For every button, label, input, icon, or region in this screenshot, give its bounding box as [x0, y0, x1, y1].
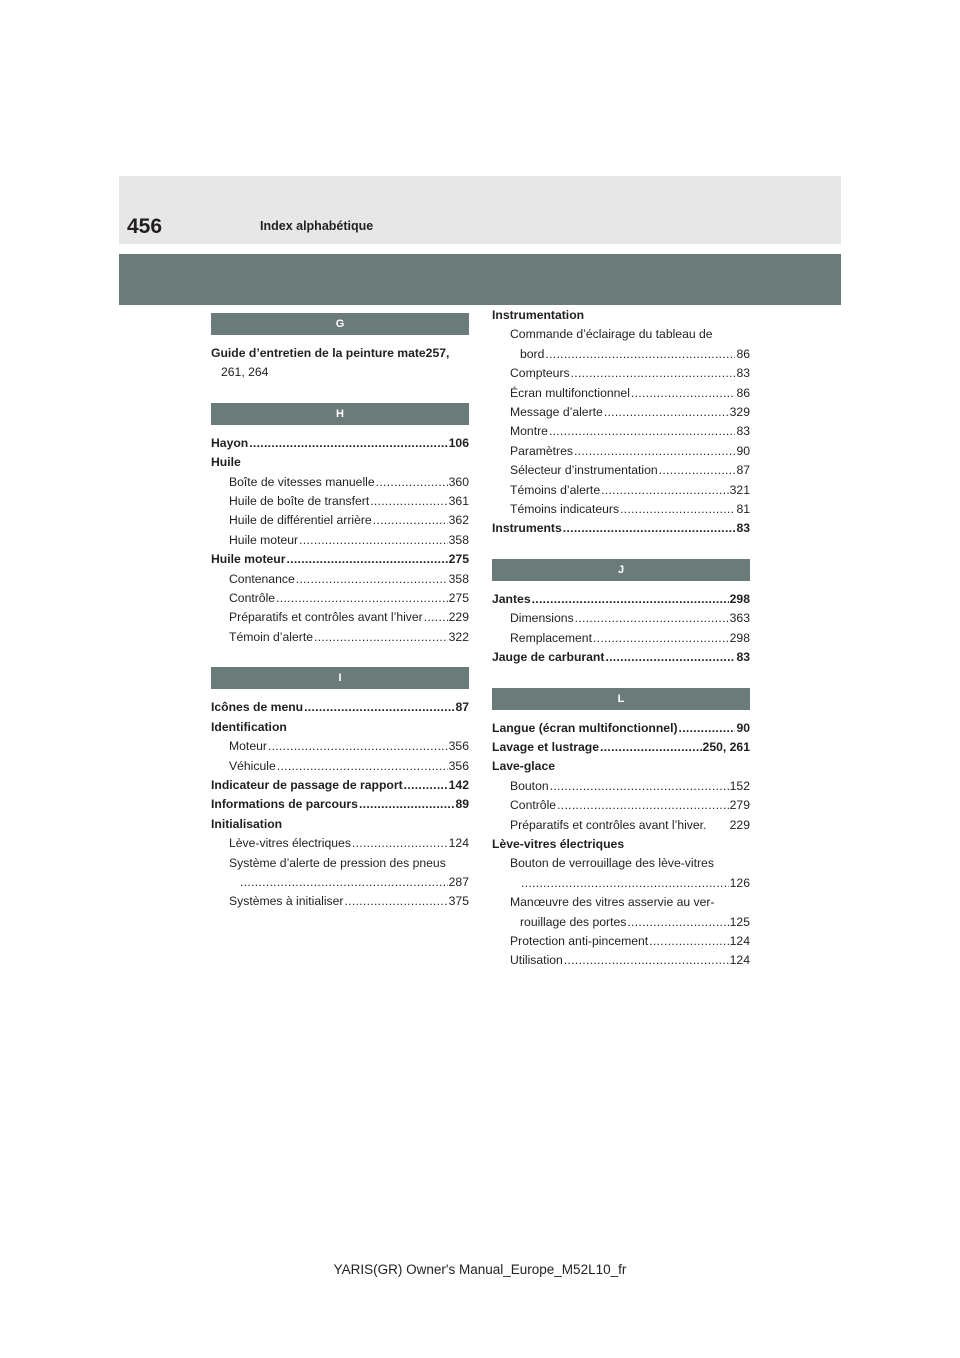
section-title: Index alphabétique [260, 219, 374, 233]
page-reference: 360 [448, 474, 469, 489]
page-reference: 83 [736, 521, 750, 536]
entry-label: Guide d’entretien de la peinture mate257, [211, 346, 450, 360]
page-reference: 83 [736, 424, 750, 439]
page-reference: 87 [455, 700, 469, 715]
index-entry [492, 913, 750, 932]
page-reference: 358 [448, 532, 469, 547]
dot-leader [563, 519, 736, 538]
page-reference: 83 [736, 650, 750, 665]
dot-leader [604, 403, 729, 422]
page-reference: 229 [448, 610, 469, 625]
header-band [119, 176, 841, 244]
entry-label: Montre [510, 424, 548, 439]
dot-leader [679, 719, 736, 738]
letter-header-i: I [211, 667, 469, 689]
dot-leader [276, 589, 448, 608]
page-reference: 87 [736, 463, 750, 478]
index-entry [492, 951, 750, 970]
entry-label: Initialisation [211, 816, 283, 831]
entry-label: Véhicule [229, 758, 276, 773]
index-entry [492, 609, 750, 628]
dot-leader [376, 473, 448, 492]
index-entry [211, 854, 469, 873]
index-entry [211, 834, 469, 853]
chapter-band [119, 254, 841, 305]
index-entry [211, 718, 469, 737]
index-entry [211, 757, 469, 776]
index-entry [211, 570, 469, 589]
page-reference: 287 [448, 874, 469, 889]
page-reference: 356 [448, 739, 469, 754]
page-reference: 362 [448, 513, 469, 528]
dot-leader [631, 384, 736, 403]
dot-leader [304, 698, 454, 717]
entry-label: Indicateur de passage de rapport [211, 777, 403, 792]
entry-label: Identification [211, 719, 287, 734]
index-entry [211, 892, 469, 911]
entry-label: Dimensions [510, 611, 574, 626]
page-reference: 124 [448, 836, 469, 851]
entry-label: Témoins indicateurs [510, 502, 620, 517]
index-entry [492, 738, 750, 757]
index-entry [211, 531, 469, 550]
index-entry [492, 629, 750, 648]
dot-leader [277, 757, 448, 776]
dot-leader [574, 442, 735, 461]
index-entry [211, 550, 469, 569]
index-entry [211, 344, 469, 363]
page-reference: 375 [448, 894, 469, 909]
dot-leader [571, 364, 736, 383]
page-reference: 124 [729, 933, 750, 948]
page-reference: 142 [448, 777, 469, 792]
entry-label: Lève-vitres électriques [492, 836, 625, 851]
entry-label: Lavage et lustrage [492, 739, 600, 754]
dot-leader [249, 434, 447, 453]
page-reference: 356 [448, 758, 469, 773]
entry-label: Paramètres [510, 443, 573, 458]
page-reference: 279 [729, 798, 750, 813]
entry-label: Boîte de vitesses manuelle [229, 474, 375, 489]
entry-label: rouillage des portes [520, 914, 627, 929]
index-entry [492, 500, 750, 519]
entry-label: Hayon [211, 435, 249, 450]
page-reference: 229 [729, 817, 750, 832]
index-entry [492, 757, 750, 776]
index-column-left [211, 313, 469, 912]
index-entry [211, 698, 469, 717]
dot-leader [352, 834, 448, 853]
dot-leader [550, 777, 729, 796]
dot-leader [373, 511, 448, 530]
page-reference: 125 [729, 914, 750, 929]
index-entry [211, 434, 469, 453]
page-reference: 90 [736, 720, 750, 735]
index-entry [211, 815, 469, 834]
page-reference: 298 [729, 591, 750, 606]
index-entry [492, 835, 750, 854]
index-entry [492, 325, 750, 344]
page-reference: 298 [729, 630, 750, 645]
entry-label: Huile [211, 455, 241, 470]
entry-label: Contenance [229, 571, 295, 586]
index-entry [492, 384, 750, 403]
index-entry [211, 492, 469, 511]
entry-label: Moteur [229, 739, 267, 754]
page-reference: 322 [448, 629, 469, 644]
letter-header-h: H [211, 403, 469, 425]
dot-leader [545, 345, 735, 364]
entry-label: Préparatifs et contrôles avant l’hiver [229, 610, 423, 625]
dot-leader [240, 873, 448, 892]
dot-leader [404, 776, 448, 795]
dot-leader [627, 913, 728, 932]
dot-leader [424, 608, 448, 627]
index-entry [211, 628, 469, 647]
dot-leader [296, 570, 448, 589]
index-entry [211, 511, 469, 530]
entry-label: Compteurs [510, 366, 570, 381]
index-entry [211, 873, 469, 892]
entry-label: Lave-glace [492, 759, 556, 774]
index-entry [492, 590, 750, 609]
page-reference: 126 [729, 875, 750, 890]
page-reference: 358 [448, 571, 469, 586]
page-reference: 90 [736, 443, 750, 458]
index-entry [492, 893, 750, 912]
entry-label: Écran multifonctionnel [510, 385, 630, 400]
index-entry [492, 481, 750, 500]
entry-label: Bouton [510, 778, 549, 793]
dot-leader [549, 422, 736, 441]
page-reference: 86 [736, 385, 750, 400]
entry-label: Huile moteur [229, 532, 299, 547]
entry-label: Bouton de verrouillage des lève-vitres [510, 856, 714, 871]
entry-label: Instrumentation [492, 308, 585, 322]
page-number: 456 [127, 215, 163, 238]
entry-label: Message d’alerte [510, 405, 603, 420]
entry-label: Systèmes à initialiser [229, 894, 344, 909]
footer-manual-id: YARIS(GR) Owner's Manual_Europe_M52L10_fr [333, 1262, 627, 1277]
index-entry [211, 473, 469, 492]
entry-label: Huile de différentiel arrière [229, 513, 372, 528]
dot-leader [564, 951, 729, 970]
index-entry [211, 795, 469, 814]
entry-label: Icônes de menu [211, 700, 304, 715]
entry-label: Commande d’éclairage du tableau de [510, 327, 713, 342]
index-entry [492, 874, 750, 893]
dot-leader [532, 590, 729, 609]
entry-label: 261, 264 [221, 365, 269, 380]
letter-header-l: L [492, 688, 750, 710]
entry-label: Manœuvre des vitres asservie au ver- [510, 895, 715, 910]
index-column-right [492, 306, 750, 971]
dot-leader [314, 628, 448, 647]
index-entry [492, 932, 750, 951]
entry-label: Contrôle [229, 591, 276, 606]
index-entry [492, 364, 750, 383]
entry-label: Lève-vitres électriques [229, 836, 351, 851]
index-entry [492, 816, 750, 835]
dot-leader [344, 892, 447, 911]
letter-header-j: J [492, 559, 750, 581]
index-entry [492, 777, 750, 796]
index-entry [492, 403, 750, 422]
page-reference: 152 [729, 778, 750, 793]
entry-label: Protection anti-pincement [510, 933, 649, 948]
index-entry [492, 306, 750, 325]
page-reference: 361 [448, 494, 469, 509]
dot-leader [557, 796, 729, 815]
index-entry [492, 345, 750, 364]
entry-label: Témoins d’alerte [510, 482, 601, 497]
entry-label: Langue (écran multifonctionnel) [492, 720, 678, 735]
dot-leader [299, 531, 448, 550]
entry-label: Contrôle [510, 798, 557, 813]
dot-leader [268, 737, 448, 756]
dot-leader [659, 461, 736, 480]
index-entry [211, 737, 469, 756]
dot-leader [359, 795, 454, 814]
entry-label: Témoin d’alerte [229, 629, 313, 644]
dot-leader [605, 648, 735, 667]
page-reference: 89 [455, 797, 469, 812]
letter-header-g: G [211, 313, 469, 335]
dot-leader [521, 874, 729, 893]
entry-label: bord [520, 346, 545, 361]
entry-label: Huile de boîte de transfert [229, 494, 370, 509]
entry-label: Sélecteur d’instrumentation [510, 463, 658, 478]
entry-label: Utilisation [510, 953, 563, 968]
index-entry [492, 796, 750, 815]
index-entry [492, 519, 750, 538]
page-reference: 86 [736, 346, 750, 361]
page-reference: 81 [736, 502, 750, 517]
page-reference: 363 [729, 611, 750, 626]
dot-leader [601, 481, 729, 500]
dot-leader [600, 738, 702, 757]
index-entry [492, 719, 750, 738]
page-reference: 329 [729, 405, 750, 420]
index-entry [211, 453, 469, 472]
dot-leader [287, 550, 448, 569]
page-reference: 275 [448, 552, 469, 567]
index-entry [211, 608, 469, 627]
index-entry [492, 422, 750, 441]
index-entry [492, 648, 750, 667]
entry-label: Huile moteur [211, 552, 286, 567]
dot-leader [649, 932, 728, 951]
page-reference: 321 [729, 482, 750, 497]
entry-label: Jantes [492, 591, 531, 606]
page-reference: 124 [729, 953, 750, 968]
entry-label: Remplacement [510, 630, 592, 645]
dot-leader [620, 500, 735, 519]
entry-label: Informations de parcours [211, 797, 358, 812]
entry-label: Instruments [492, 521, 562, 536]
index-entry [211, 776, 469, 795]
entry-label: Système d’alerte de pression des pneus [229, 855, 446, 870]
index-entry [211, 589, 469, 608]
index-entry [492, 854, 750, 873]
index-entry [211, 363, 469, 382]
dot-leader [593, 629, 729, 648]
dot-leader [370, 492, 447, 511]
index-entry [492, 442, 750, 461]
page-reference: 106 [448, 435, 469, 450]
page-reference: 250, 261 [702, 739, 750, 754]
index-entry [492, 461, 750, 480]
entry-label: Jauge de carburant [492, 650, 605, 665]
dot-leader [575, 609, 729, 628]
page-reference: 83 [736, 366, 750, 381]
entry-label: Préparatifs et contrôles avant l’hiver. [510, 817, 707, 832]
page-reference: 275 [448, 591, 469, 606]
